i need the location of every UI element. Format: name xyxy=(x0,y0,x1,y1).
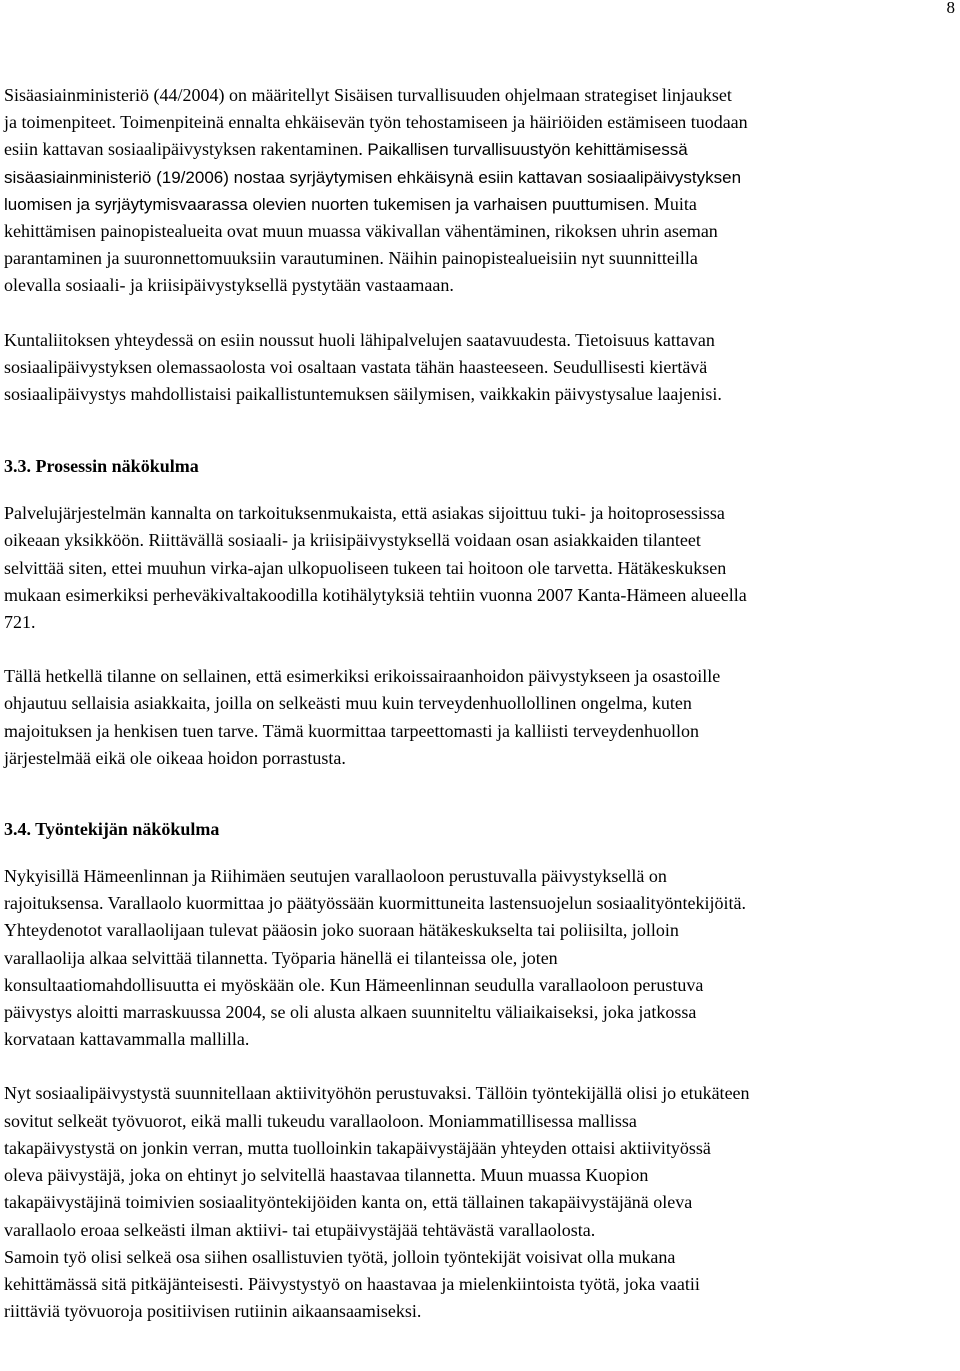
text-line: järjestelmää eikä ole oikeaa hoidon porrastusta. xyxy=(4,747,346,768)
text-line: kehittämisen painopistealueita ovat muun muassa väkivallan vähentäminen, rikoksen uhrin aseman xyxy=(4,221,718,242)
text-line: rajoituksensa. Varallaolo kuormittaa jo päätyössään kuormittuneita lastensuojelun sosiaalityöntekijöitä. xyxy=(4,893,746,914)
document-body xyxy=(4,82,960,1325)
section-heading-employee: 3.4. Työntekijän näkökulma xyxy=(4,819,220,840)
paragraph-on-call xyxy=(4,863,960,1053)
text-line xyxy=(4,136,960,163)
text-line: korvataan kattavammalla mallilla. xyxy=(4,1029,250,1050)
text-line: takapäivystystä on jonkin verran, mutta tuolloinkin takapäivystäjään yhteyden ottaisi aktiivityössä xyxy=(4,1137,711,1158)
text-line: sosiaalipäivystyksen olemassaolosta voi osaltaan vastata tähän haasteeseen. Seudullisesti kiertävä xyxy=(4,356,708,377)
text-line: parantaminen ja suuronnettomuuksiin varautuminen. Näihin painopistealueisiin nyt suunnitteilla xyxy=(4,248,698,269)
page-number: 8 xyxy=(946,0,955,17)
text-line: Sisäasiainministeriö (44/2004) on määritellyt Sisäisen turvallisuuden ohjelmaan strategiset linjaukset xyxy=(4,85,732,105)
text-line: selvittää siten, ettei muuhun virka-ajan ulkopuoliseen tukeen tai hoitoon ole tarvetta. Hätäkeskuksen xyxy=(4,557,727,578)
text-line: sisäasiainministeriö (19/2006) nostaa syrjäytymisen ehkäisynä esiin kattavan sosiaalipäivystyksen xyxy=(4,167,742,187)
text-line: takapäivystäjinä toimivien sosiaalityöntekijöiden kanta on, että tällainen takapäivystäjänä oleva xyxy=(4,1192,693,1213)
text-line: oikeaan yksikköön. Riittävällä sosiaali- ja kriisipäivystyksellä voidaan osan asiakkaiden tilanteet xyxy=(4,530,701,551)
paragraph-internal-security xyxy=(4,82,960,300)
text-line: Palvelujärjestelmän kannalta on tarkoituksenmukaista, että asiakas sijoittuu tuki- ja hoitoprosessissa xyxy=(4,503,725,524)
text-line: Nykyisillä Hämeenlinnan ja Riihimäen seutujen varallaoloon perustuvalla päivystyksellä on xyxy=(4,866,667,887)
text-line: päivystys aloitti marraskuussa 2004, se oli alusta alkaen suunniteltu väliaikaiseksi, joka jatkossa xyxy=(4,1002,697,1023)
paragraph-service-system xyxy=(4,500,960,636)
text-line: Samoin työ olisi selkeä osa siihen osallistuvien työtä, jolloin työntekijät voisivat olla mukana xyxy=(4,1246,676,1267)
paragraph-current-situation xyxy=(4,663,960,772)
text-line: ja toimenpiteet. Toimenpiteinä ennalta ehkäisevän työn tehostamiseen ja häiriöiden estämiseen tuodaan xyxy=(4,112,748,133)
text-line: Nyt sosiaalipäivystystä suunnitellaan aktiivityöhön perustuvaksi. Tällöin työntekijällä olisi jo etukäteen xyxy=(4,1083,750,1104)
text-line: Kuntaliitoksen yhteydessä on esiin noussut huoli lähipalvelujen saatavuudesta. Tietoisuus kattavan xyxy=(4,329,715,350)
text-line: varallaolo eroaa selkeästi ilman aktiivi- tai etupäivystäjää tehtävästä varallaolosta. xyxy=(4,1219,596,1240)
text-line: olevalla sosiaali- ja kriisipäivystyksellä pystytään vastaamaan. xyxy=(4,275,454,296)
text-line: sosiaalipäivystys mahdollistaisi paikallistuntemuksen säilymisen, vaikkakin päivystysalue laajenisi. xyxy=(4,384,722,405)
text-line xyxy=(4,191,960,218)
text-span: luomisen ja syrjäytymisvaarassa olevien nuorten tukemisen ja varhaisen puuttumisen. xyxy=(4,194,650,214)
text-line: riittäviä työvuoroja positiivisen rutiinin aikaansaamiseksi. xyxy=(4,1301,422,1322)
text-line: sovitut selkeät työvuorot, eikä malli tukeudu varallaoloon. Moniammatillisessa mallissa xyxy=(4,1110,637,1131)
text-line: majoituksen ja henkisen tuen tarve. Tämä kuormittaa tarpeettomasti ja kalliisti terveydenhuollon xyxy=(4,720,699,741)
paragraph-active-work xyxy=(4,1080,960,1325)
text-span: esiin kattavan sosiaalipäivystyksen rakentaminen. xyxy=(4,139,368,160)
text-line: mukaan esimerkiksi perheväkivaltakoodilla kotihälytyksiä tehtiin vuonna 2007 Kanta-Hämeen alueella xyxy=(4,584,747,605)
text-line: Tällä hetkellä tilanne on sellainen, että esimerkiksi erikoissairaanhoidon päivystykseen ja osastoille xyxy=(4,666,721,687)
text-line: oleva päivystäjä, joka on ehtinyt jo selvitellä haastavaa tilannetta. Muun muassa Kuopion xyxy=(4,1165,649,1186)
text-line: Yhteydenotot varallaolijaan tulevat pääosin joko suoraan hätäkeskukselta tai poliisilta, jolloin xyxy=(4,920,679,941)
text-line: 721. xyxy=(4,612,36,633)
text-line: ohjautuu sellaisia asiakkaita, joilla on selkeästi muu kuin terveydenhuollollinen ongelma, kuten xyxy=(4,693,692,714)
text-line: konsultaatiomahdollisuutta ei myöskään ole. Kun Hämeenlinnan seudulla varallaoloon perustuva xyxy=(4,974,704,995)
text-span: Muita xyxy=(649,193,697,214)
paragraph-municipal-merger xyxy=(4,327,960,409)
text-line: varallaolija alkaa selvittää tilannetta. Työparia hänellä ei tilanteissa ole, joten xyxy=(4,947,558,968)
text-line: kehittämässä sitä pitkäjänteisesti. Päivystystyö on haastavaa ja mielenkiintoista työtä, joka vaatii xyxy=(4,1273,700,1294)
text-span: Paikallisen turvallisuustyön kehittämisessä xyxy=(367,140,688,160)
section-heading-process: 3.3. Prosessin näkökulma xyxy=(4,456,199,477)
